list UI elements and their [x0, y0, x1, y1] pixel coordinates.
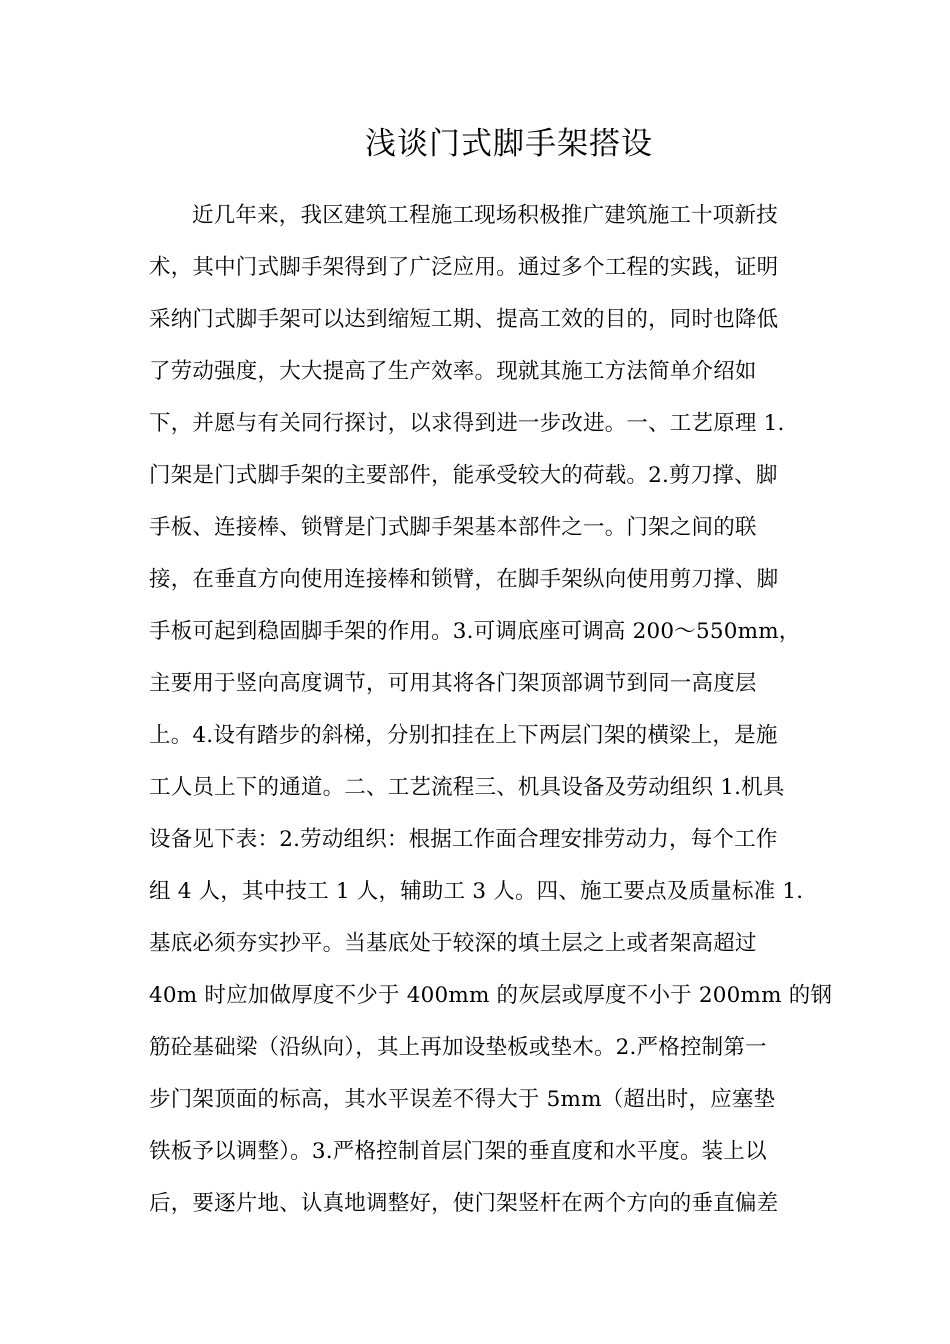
paragraph-line: 主要用于竖向高度调节，可用其将各门架顶部调节到同一高度层 [149, 671, 757, 696]
document-title: 浅谈门式脚手架搭设 [365, 126, 653, 162]
paragraph-line: 门架是门式脚手架的主要部件，能承受较大的荷载。2.剪刀撑、脚 [149, 463, 778, 488]
paragraph-line: 了劳动强度，大大提高了生产效率。现就其施工方法简单介绍如 [149, 359, 757, 384]
paragraph-line: 设备见下表：2.劳动组织：根据工作面合理安排劳动力，每个工作 [149, 827, 778, 852]
paragraph-line: 40m 时应加做厚度不少于 400mm 的灰层或厚度不小于 200mm 的钢 [149, 983, 833, 1008]
paragraph-line: 筋砼基础梁（沿纵向），其上再加设垫板或垫木。2.严格控制第一 [149, 1035, 767, 1060]
paragraph-line: 基底必须夯实抄平。当基底处于较深的填土层之上或者架高超过 [149, 931, 757, 956]
paragraph-line: 近几年来，我区建筑工程施工现场积极推广建筑施工十项新技 [192, 203, 778, 228]
paragraph-line: 采纳门式脚手架可以达到缩短工期、提高工效的目的，同时也降低 [149, 307, 779, 332]
paragraph-line: 手板可起到稳固脚手架的作用。3.可调底座可调高 200～550mm， [149, 619, 801, 644]
paragraph-line: 工人员上下的通道。二、工艺流程三、机具设备及劳动组织 1.机具 [149, 775, 785, 800]
paragraph-line: 组 4 人，其中技工 1 人，辅助工 3 人。四、施工要点及质量标准 1. [149, 879, 804, 904]
body-paragraph [149, 194, 833, 1234]
paragraph-line: 下，并愿与有关同行探讨，以求得到进一步改进。一、工艺原理 1. [149, 411, 785, 436]
paragraph-line: 接，在垂直方向使用连接棒和锁臂，在脚手架纵向使用剪刀撑、脚 [149, 567, 779, 592]
paragraph-line: 后，要逐片地、认真地调整好，使门架竖杆在两个方向的垂直偏差 [149, 1191, 779, 1216]
paragraph-line: 手板、连接棒、锁臂是门式脚手架基本部件之一。门架之间的联 [149, 515, 757, 540]
paragraph-line: 铁板予以调整）。3.严格控制首层门架的垂直度和水平度。装上以 [149, 1139, 767, 1164]
paragraph-line: 术，其中门式脚手架得到了广泛应用。通过多个工程的实践，证明 [149, 255, 779, 280]
paragraph-line: 步门架顶面的标高，其水平误差不得大于 5mm（超出时，应塞垫 [149, 1087, 776, 1112]
paragraph-line: 上。4.设有踏步的斜梯，分别扣挂在上下两层门架的横梁上，是施 [149, 723, 778, 748]
